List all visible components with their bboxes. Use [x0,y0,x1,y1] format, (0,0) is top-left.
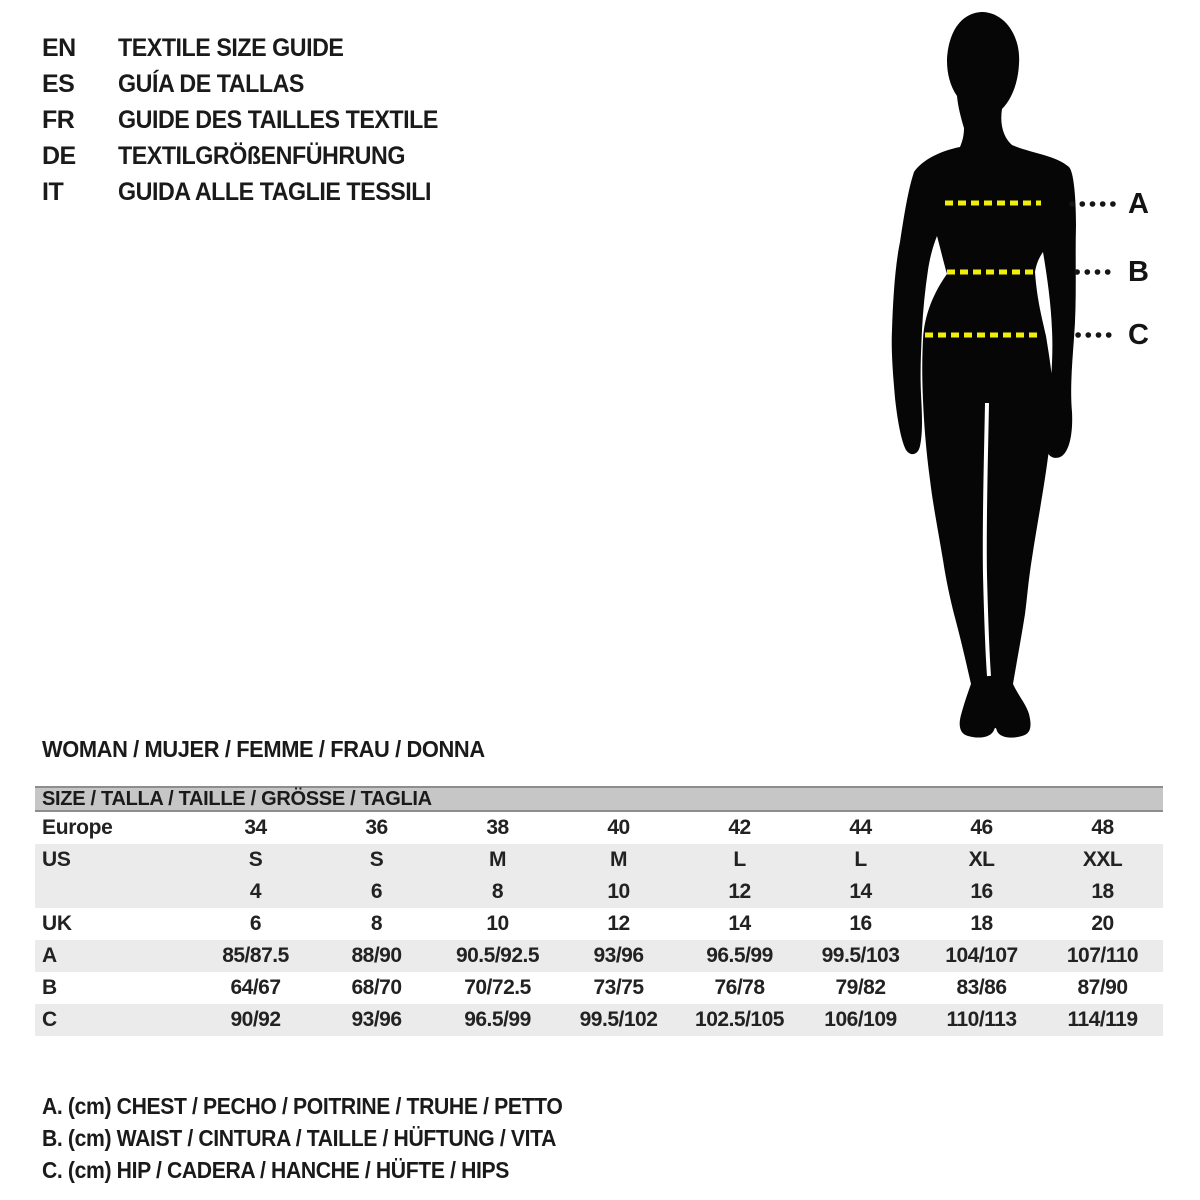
cell: 8 [491,880,504,903]
marker-label-b: B [1128,256,1149,288]
cell: 14 [728,912,751,935]
table-row-waist-b [35,972,1163,1004]
cell: S [248,848,263,871]
cell: 6 [249,912,262,935]
marker-label-a: A [1128,188,1149,220]
cell: 8 [370,912,383,935]
cell: 70/72.5 [464,976,531,999]
row-label: C [42,1008,57,1031]
cell: 64/67 [230,976,281,999]
lang-row-en [42,30,462,66]
cell: 38 [486,816,509,839]
lang-title: GUIDA ALLE TAGLIE TESSILI [118,177,432,206]
cell: 96.5/99 [464,1008,531,1031]
cell: 12 [728,880,751,903]
woman-silhouette [850,0,1200,745]
cell: 36 [365,816,388,839]
lang-row-de [42,138,462,174]
cell: 16 [970,880,993,903]
cell: 34 [244,816,267,839]
cell: 99.5/102 [579,1008,658,1031]
cell: 90.5/92.5 [455,944,540,967]
cell: S [369,848,384,871]
cell: 102.5/105 [695,1008,784,1031]
cell: 93/96 [593,944,644,967]
lang-title: GUIDE DES TAILLES TEXTILE [118,105,438,134]
cell: 114/119 [1067,1008,1138,1031]
cell: M [489,848,506,871]
cell: 90/92 [230,1008,281,1031]
table-row-us-numbers [35,876,1163,908]
cell: 48 [1091,816,1114,839]
lang-title: GUÍA DE TALLAS [118,69,304,98]
legend-waist: B. (cm) WAIST / CINTURA / TAILLE / HÜFTUNG / VITA [42,1125,557,1151]
cell: L [854,848,867,871]
cell: 73/75 [593,976,644,999]
cell: 40 [607,816,630,839]
lang-code: EN [42,33,76,62]
table-row-uk [35,908,1163,940]
cell: 110/113 [946,1008,1017,1031]
lang-row-fr [42,102,462,138]
legend-hip: C. (cm) HIP / CADERA / HANCHE / HÜFTE / HIPS [42,1157,510,1183]
table-row-europe [35,812,1163,844]
cell: 12 [607,912,630,935]
row-label: A [42,944,57,967]
lang-code: ES [42,69,75,98]
cell: XL [968,848,995,871]
row-label: Europe [42,816,113,839]
table-row-chest-a [35,940,1163,972]
lang-row-it [42,174,462,210]
lang-code: FR [42,105,75,134]
size-figure [850,0,1200,745]
cell: 83/86 [956,976,1007,999]
cell: M [610,848,627,871]
cell: 14 [849,880,872,903]
measurement-legend [42,1090,608,1186]
cell: 106/109 [824,1008,897,1031]
size-table [35,786,1163,1036]
lang-code: DE [42,141,76,170]
language-title-list [42,30,462,210]
lang-title: TEXTILE SIZE GUIDE [118,33,344,62]
cell: 46 [970,816,993,839]
legend-chest: A. (cm) CHEST / PECHO / POITRINE / TRUHE / PETTO [42,1093,563,1119]
table-row-us-letters [35,844,1163,876]
cell: 18 [1091,880,1114,903]
cell: 76/78 [714,976,765,999]
row-label: US [42,848,71,871]
cell: XXL [1082,848,1123,871]
size-table-header: SIZE / TALLA / TAILLE / GRÖSSE / TAGLIA [35,786,1163,812]
table-row-hip-c [35,1004,1163,1036]
lang-row-es [42,66,462,102]
cell: 16 [849,912,872,935]
row-label: UK [42,912,72,935]
cell: 10 [486,912,509,935]
cell: 87/90 [1077,976,1128,999]
cell: 93/96 [351,1008,402,1031]
marker-label-c: C [1128,319,1149,351]
cell: 79/82 [835,976,886,999]
section-title: WOMAN / MUJER / FEMME / FRAU / DONNA [42,736,485,762]
cell: 88/90 [351,944,402,967]
cell: 107/110 [1066,944,1139,967]
row-label: B [42,976,57,999]
cell: 4 [249,880,262,903]
cell: L [733,848,746,871]
cell: 42 [728,816,751,839]
cell: 6 [370,880,383,903]
cell: 85/87.5 [222,944,289,967]
cell: 10 [607,880,630,903]
lang-title: TEXTILGRÖßENFÜHRUNG [118,141,405,170]
cell: 96.5/99 [706,944,773,967]
cell: 104/107 [945,944,1018,967]
cell: 44 [849,816,872,839]
cell: 99.5/103 [821,944,900,967]
cell: 20 [1091,912,1114,935]
cell: 18 [970,912,993,935]
lang-code: IT [42,177,64,206]
cell: 68/70 [351,976,402,999]
